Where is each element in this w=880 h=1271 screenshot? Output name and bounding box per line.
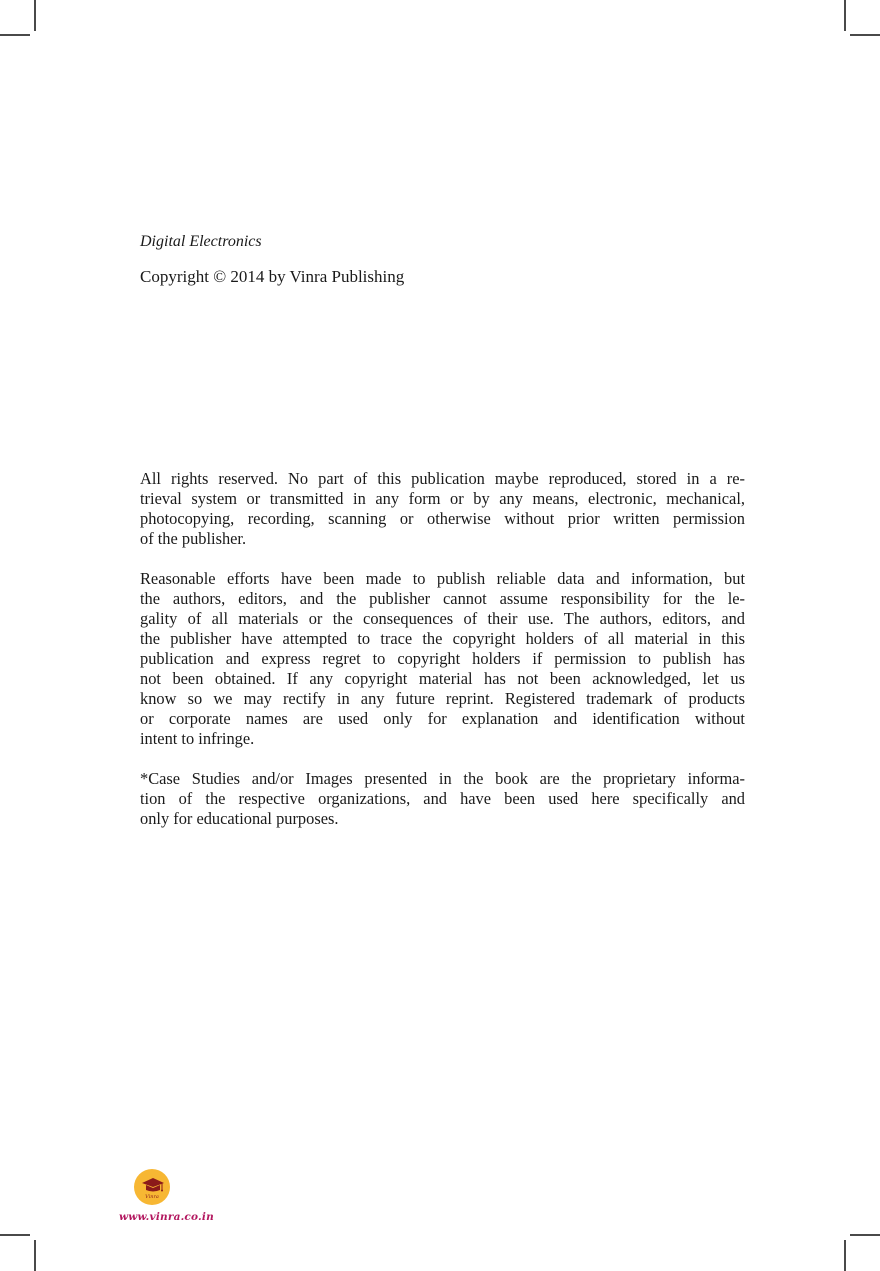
svg-text:Vinra: Vinra (145, 1194, 159, 1200)
paragraph-line: or corporate names are used only for explanation and identification without (140, 709, 745, 728)
publisher-website-link[interactable]: www.vinra.co.in (119, 1211, 214, 1223)
paragraph-all-rights-reserved (140, 469, 745, 549)
paragraph-line: of the publisher. (140, 529, 247, 548)
paragraph-line: trieval system or transmitted in any form or by any means, electronic, mechanical, (140, 489, 745, 508)
paragraph-line: the authors, editors, and the publisher cannot assume responsibility for the le- (140, 589, 745, 608)
crop-mark-top-left-horizontal (0, 34, 30, 36)
crop-mark-bottom-left-vertical (34, 1240, 36, 1271)
crop-mark-top-left-vertical (34, 0, 36, 31)
paragraph-line: the publisher have attempted to trace the copyright holders of all material in this (140, 629, 745, 648)
crop-mark-bottom-right-horizontal (850, 1234, 880, 1236)
copyright-line: Copyright © 2014 by Vinra Publishing (140, 267, 405, 286)
paragraph-line: not been obtained. If any copyright material has not been acknowledged, let us (140, 669, 745, 688)
crop-mark-top-right-horizontal (850, 34, 880, 36)
crop-mark-bottom-left-horizontal (0, 1234, 30, 1236)
paragraph-line: gality of all materials or the consequences of their use. The authors, editors, and (140, 609, 745, 628)
crop-mark-top-right-vertical (844, 0, 846, 31)
crop-mark-bottom-right-vertical (844, 1240, 846, 1271)
paragraph-disclaimer (140, 569, 745, 749)
paragraph-line: know so we may rectify in any future reprint. Registered trademark of products (140, 689, 745, 708)
paragraph-line: photocopying, recording, scanning or otherwise without prior written permission (140, 509, 745, 528)
paragraph-line: tion of the respective organizations, and have been used here specifically and (140, 789, 745, 808)
paragraph-line: *Case Studies and/or Images presented in the book are the proprietary informa- (140, 769, 745, 788)
graduation-cap-icon (134, 1169, 170, 1205)
paragraph-line: only for educational purposes. (140, 809, 339, 828)
paragraph-line: All rights reserved. No part of this publication maybe reproduced, stored in a re- (140, 469, 745, 488)
paragraph-line: publication and express regret to copyright holders if permission to publish has (140, 649, 745, 668)
paragraph-line: Reasonable efforts have been made to publish reliable data and information, but (140, 569, 745, 588)
paragraph-case-studies-note (140, 769, 745, 829)
book-title: Digital Electronics (140, 233, 262, 250)
publisher-logo (134, 1169, 170, 1205)
paragraph-line: intent to infringe. (140, 729, 255, 748)
